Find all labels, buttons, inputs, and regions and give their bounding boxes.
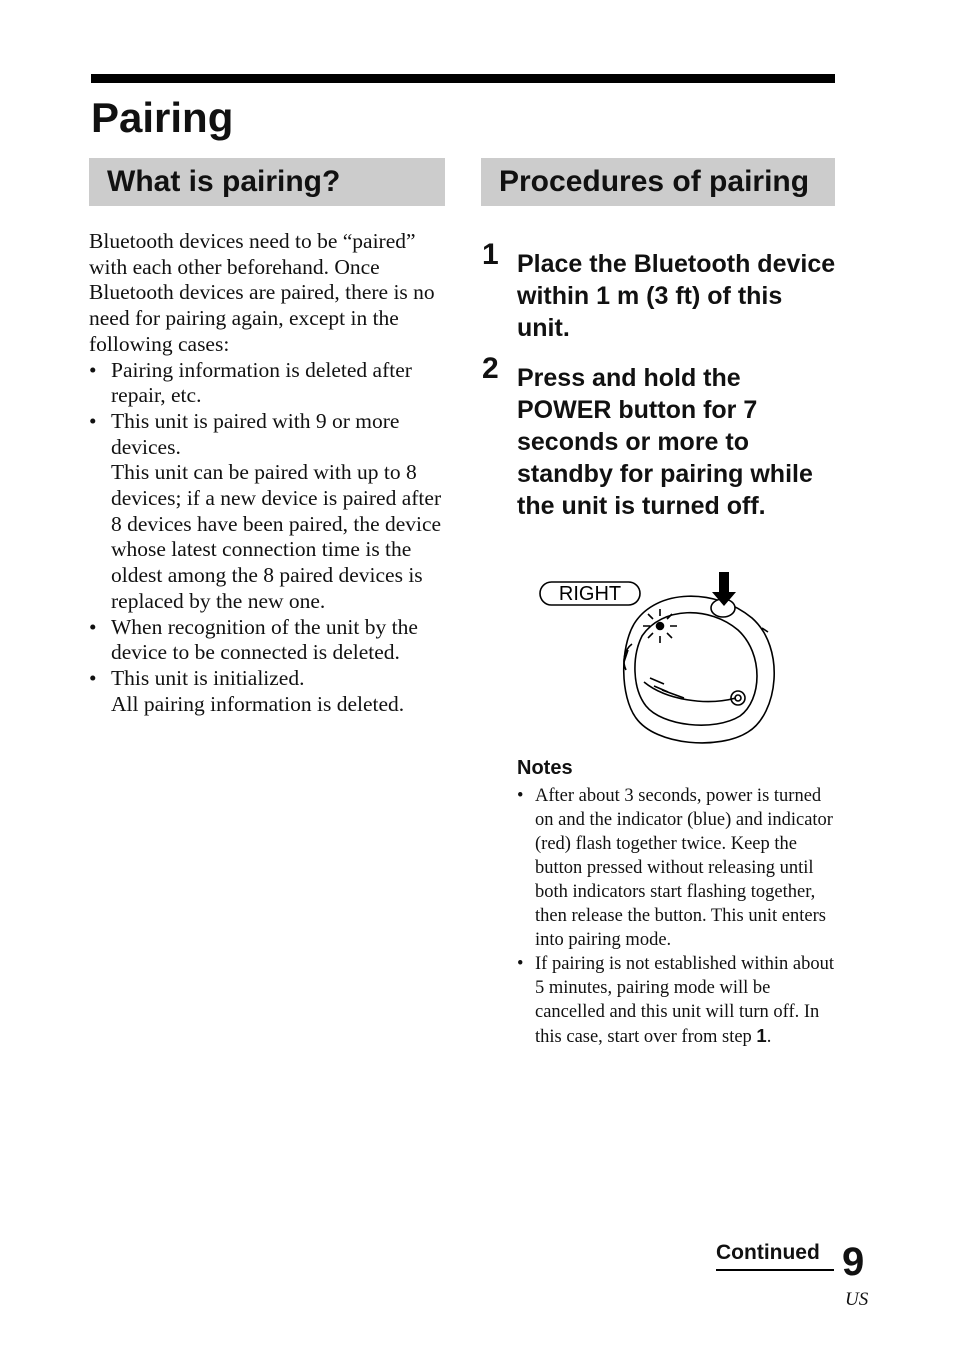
section-heading-what-is-pairing: What is pairing? bbox=[89, 158, 445, 206]
list-item bbox=[89, 358, 449, 409]
intro-paragraph: Bluetooth devices need to be “paired” with each other beforehand. Once Bluetooth devices are paired, there is no need for pairing again, except in the following cases: bbox=[89, 229, 435, 356]
notes-title: Notes bbox=[517, 757, 573, 779]
note-text: After about 3 seconds, power is turned on and the indicator (blue) and indicator (red) flash together twice. Keep the button pressed without releasing until both indicators start flashing together, then release the button. This unit enters into pairing mode. bbox=[535, 786, 833, 950]
note-suffix: . bbox=[766, 1027, 772, 1047]
list-item bbox=[517, 952, 837, 1049]
what-is-pairing-body bbox=[89, 229, 449, 717]
step-number: 1 bbox=[482, 238, 499, 271]
step-reference: 1 bbox=[756, 1025, 767, 1046]
list-item bbox=[89, 409, 449, 615]
headset-illustration bbox=[538, 566, 783, 746]
step-text: Place the Bluetooth device within 1 m (3 ft) of this unit. bbox=[517, 250, 836, 342]
continued-label: Continued bbox=[716, 1239, 834, 1271]
page-number: 9 bbox=[842, 1240, 865, 1284]
headset-earpiece-icon bbox=[624, 596, 774, 743]
case-detail: All pairing information is deleted. bbox=[111, 691, 405, 716]
step-number: 2 bbox=[482, 352, 499, 385]
step-text: Press and hold the POWER button for 7 seconds or more to standby for pairing while the unit is turned off. bbox=[517, 364, 813, 520]
list-item bbox=[517, 784, 837, 952]
case-text: This unit is initialized. bbox=[111, 665, 305, 690]
case-text: Pairing information is deleted after repair, etc. bbox=[111, 357, 412, 408]
section-heading-procedures: Procedures of pairing bbox=[481, 158, 835, 206]
right-label: RIGHT bbox=[558, 583, 622, 605]
top-rule bbox=[91, 74, 835, 83]
list-item bbox=[89, 666, 449, 717]
pairing-cases-list bbox=[89, 358, 449, 718]
flash-indicator-icon bbox=[643, 609, 677, 643]
notes-list bbox=[517, 784, 837, 1049]
case-text: When recognition of the unit by the device to be connected is deleted. bbox=[111, 614, 418, 665]
list-item bbox=[89, 615, 449, 666]
page-title: Pairing bbox=[91, 94, 234, 141]
note-text: If pairing is not established within about 5 minutes, pairing mode will be cancelled and this unit will turn off. In this case, start over from step bbox=[535, 954, 835, 1047]
region-code: US bbox=[845, 1289, 869, 1310]
case-detail: This unit can be paired with up to 8 devices; if a new device is paired after 8 devices have been paired, the device whose latest connection time is the oldest among the 8 paired devices is replaced by the new one. bbox=[111, 460, 442, 613]
case-text: This unit is paired with 9 or more devices. bbox=[111, 408, 400, 459]
